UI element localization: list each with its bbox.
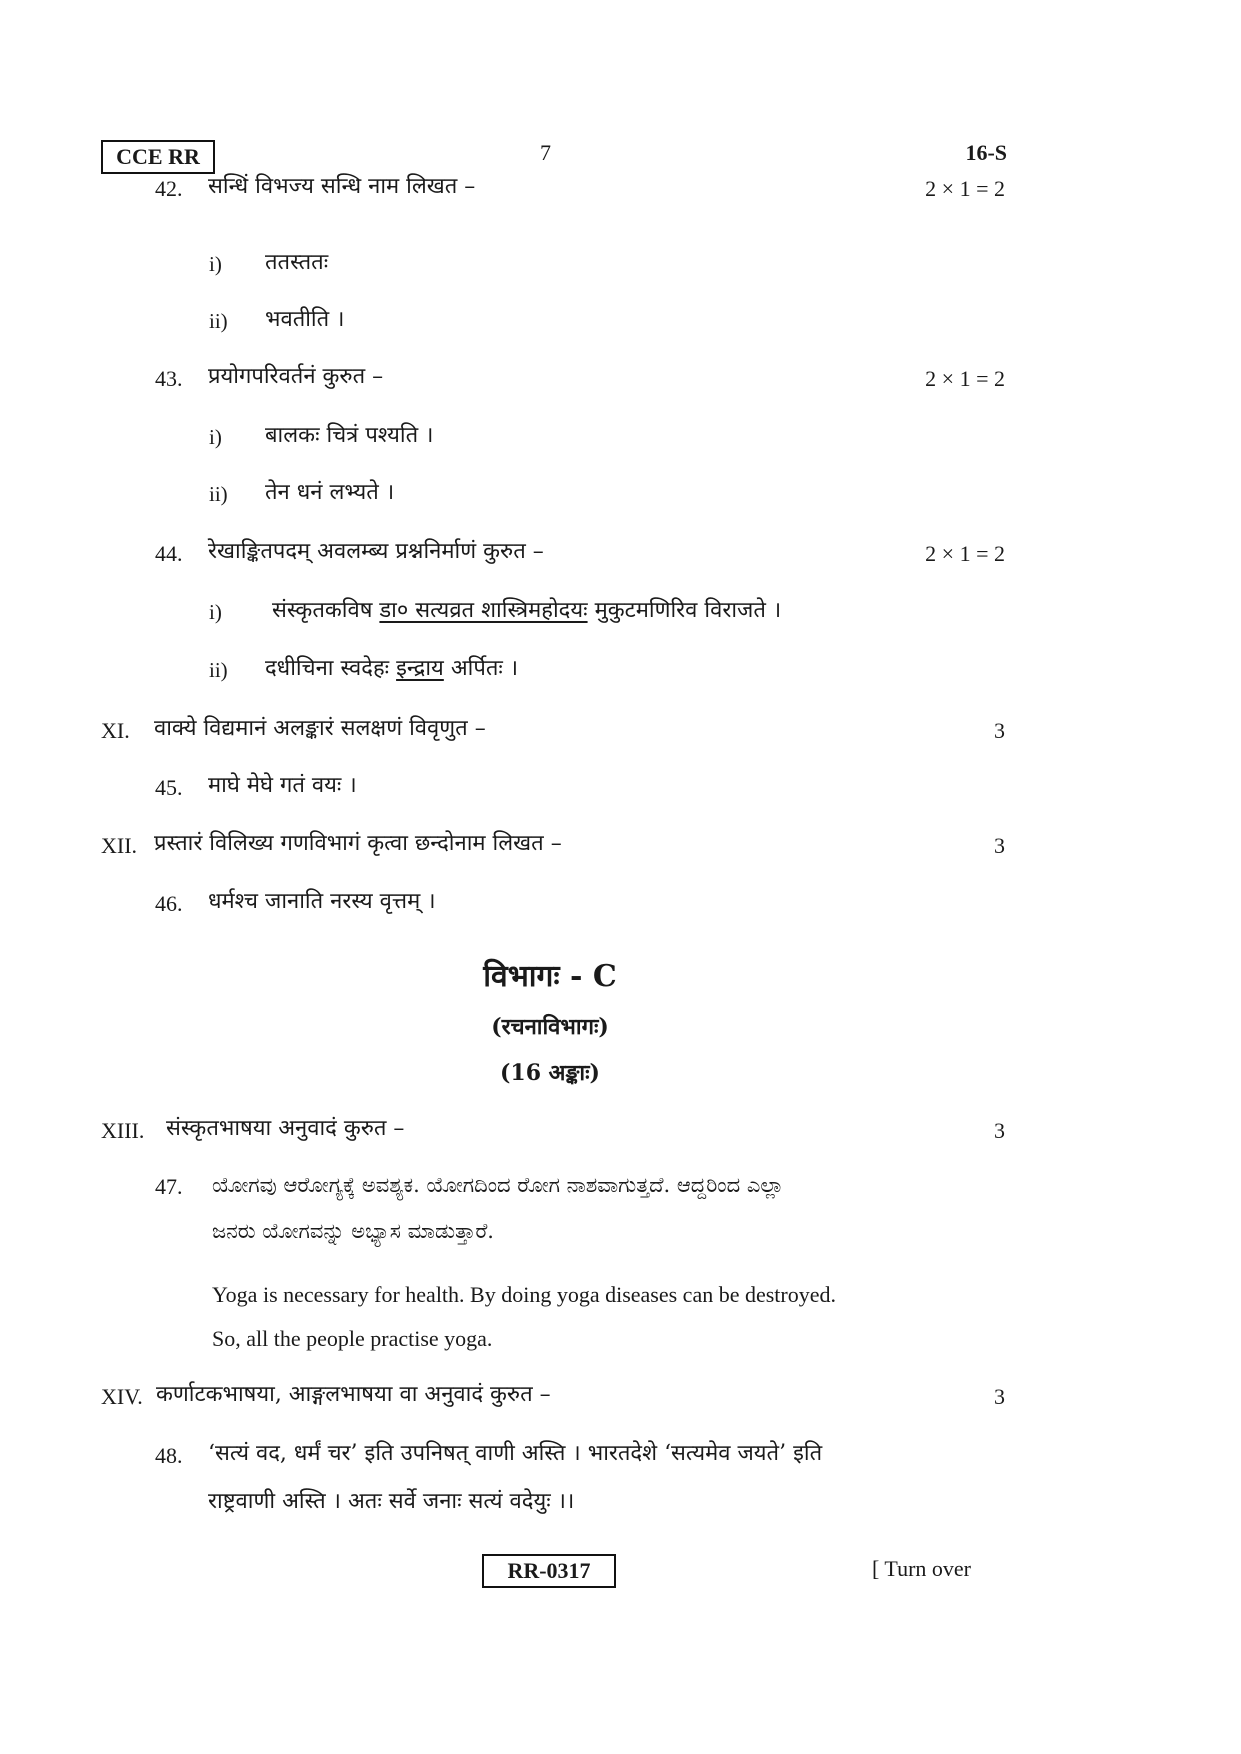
q44-item1-sentence [272,596,781,626]
xiii-marks: 3 [994,1118,1005,1143]
page-number: 7 [540,140,551,165]
q44-item1-label: i) [209,600,222,624]
q48-number: 48. [155,1443,183,1468]
q48-line2: राष्ट्रवाणी अस्ति । अतः सर्वे जनाः सत्यं वदेयुः ।। [208,1489,575,1514]
q42-item1-text: ततस्ततः [265,250,329,275]
q43-item2-text: तेन धनं लभ्यते । [265,480,395,505]
q44-item1-pre: संस्कृतकविष [272,598,380,623]
q42-item2-text: भवतीति । [265,307,345,332]
q44-item1-underlined: डा० सत्यव्रत शास्त्रिमहोदयः [379,598,588,623]
q42-item2-label: ii) [209,309,228,333]
q46-text: धर्मश्च जानाति नरस्य वृत्तम् । [208,889,436,914]
q47-english-line2: So, all the people practise yoga. [212,1326,493,1351]
q43-number: 43. [155,366,183,391]
q45-number: 45. [155,775,183,800]
q44-item2-label: ii) [209,658,228,682]
section-title: विभागः - C [483,959,617,994]
xiv-text: कर्णाटकभाषया, आङ्गलभाषया वा अनुवादं कुरुत – [156,1382,551,1407]
xiv-number: XIV. [101,1384,143,1409]
q42-text: सन्धिं विभज्य सन्धि नाम लिखत – [208,174,476,199]
q44-text: रेखाङ्कितपदम् अवलम्ब्य प्रश्ननिर्माणं कुरुत – [208,539,544,564]
xi-text: वाक्ये विद्यमानं अलङ्कारं सलक्षणं विवृणुत – [154,716,486,741]
xi-number: XI. [101,718,130,743]
turn-over-label: [ Turn over [872,1556,972,1581]
q44-item1-post: मुकुटमणिरिव विराजते । [587,598,782,623]
q47-kannada-line2: ಜನರು ಯೋಗವನ್ನು ಅಭ್ಯಾಸ ಮಾಡುತ್ತಾರೆ. [212,1219,494,1243]
q47-number: 47. [155,1174,183,1199]
xiii-number: XIII. [101,1118,145,1143]
q45-text: माघे मेघे गतं वयः । [208,773,357,798]
q43-text: प्रयोगपरिवर्तनं कुरुत – [208,364,384,389]
xiv-marks: 3 [994,1384,1005,1409]
q47-kannada-line1: ಯೋಗವು ಆರೋಗ್ಯಕ್ಕೆ ಅವಶ್ಯಕ. ಯೋಗದಿಂದ ರೋಗ ನಾಶವಾಗುತ್ತದೆ. ಆದ್ದರಿಂದ ಎಲ್ಲಾ [212,1173,784,1197]
q44-item2-post: अर्पितः । [443,656,519,681]
q43-marks: 2 × 1 = 2 [925,366,1005,391]
xi-marks: 3 [994,718,1005,743]
section-marks: (16 अङ्काः) [500,1060,600,1086]
q42-number: 42. [155,176,183,201]
q44-number: 44. [155,541,183,566]
q44-item2-pre: दधीचिना स्वदेहः [265,656,397,681]
q44-marks: 2 × 1 = 2 [925,541,1005,566]
q44-item2-underlined: इन्द्राय [396,656,444,681]
q43-item1-label: i) [209,425,222,449]
header-right-code: 16-S [965,140,1007,165]
section-subtitle: (रचनाविभागः) [491,1014,609,1040]
xii-number: XII. [101,833,138,858]
q43-item2-label: ii) [209,482,228,506]
q42-item1-label: i) [209,252,222,276]
q43-item1-text: बालकः चित्रं पश्यति । [265,423,434,448]
xii-text: प्रस्तारं विलिख्य गणविभागं कृत्वा छन्दोनाम लिखत – [154,831,562,856]
xiii-text: संस्कृतभाषया अनुवादं कुरुत – [166,1116,405,1141]
q48-line1: ‘सत्यं वद, धर्मं चर’ इति उपनिषत् वाणी अस्ति । भारतदेशे ‘सत्यमेव जयते’ इति [208,1441,823,1466]
header-left-code: CCE RR [101,140,215,174]
q42-marks: 2 × 1 = 2 [925,176,1005,201]
footer-code: RR-0317 [482,1554,616,1588]
q46-number: 46. [155,891,183,916]
q44-item2-sentence [265,654,518,684]
xii-marks: 3 [994,833,1005,858]
q47-english-line1: Yoga is necessary for health. By doing yoga diseases can be destroyed. [212,1282,837,1307]
